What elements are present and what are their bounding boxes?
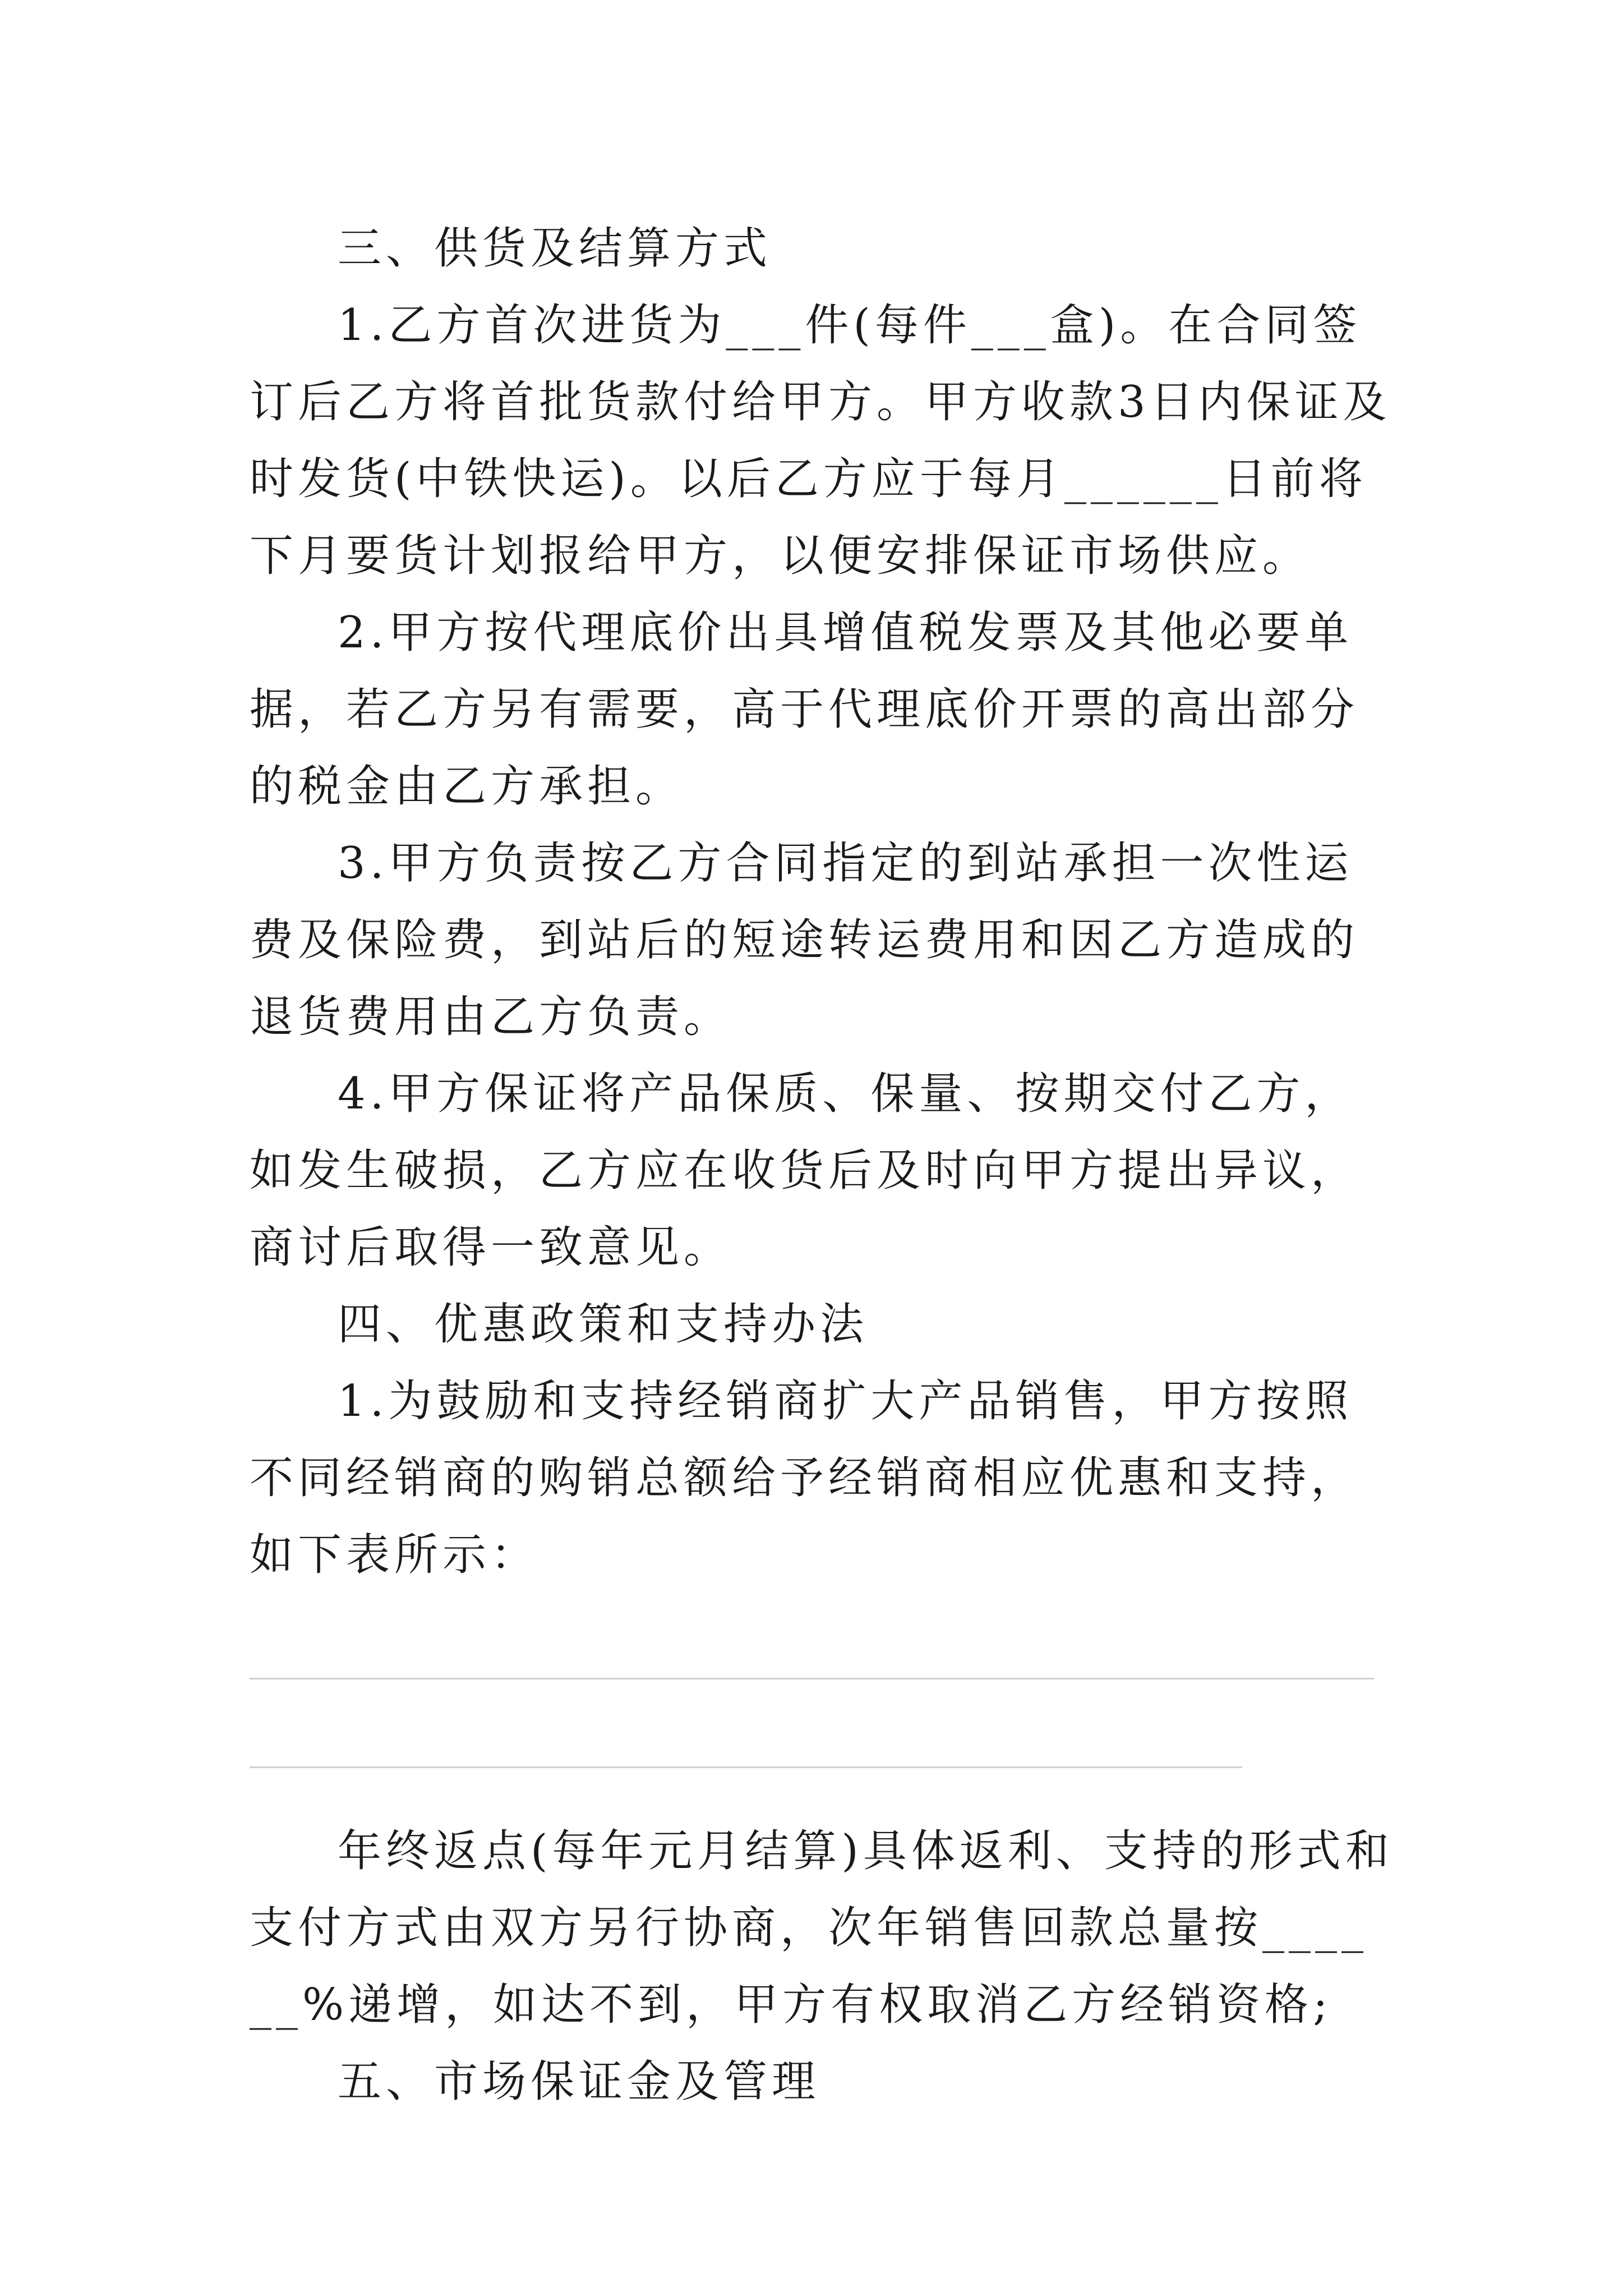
section-3-item-1: 1.乙方首次进货为___件(每件___盒)。在合同签订后乙方将首批货款付给甲方。甲方收款3日内保证及时发货(中铁快运)。以后乙方应于每月______日前将下月要货计划报给甲方，以便安排保证市场供应。 — [250, 300, 1391, 581]
section-3-item-4: 4.甲方保证将产品保质、保量、按期交付乙方，如发生破损，乙方应在收货后及时向甲方提出异议，商讨后取得一致意见。 — [250, 1069, 1359, 1273]
table-gap-after — [250, 1768, 1394, 1813]
section-3-heading: 三、供货及结算方式 — [338, 223, 772, 274]
document-page — [250, 210, 1394, 2120]
section-3-item-3: 3.甲方负责按乙方合同指定的到站承担一次性运费及保险费，到站后的短途转运费用和因乙方造成的退货费用由乙方负责。 — [250, 838, 1359, 1042]
section-5-heading: 五、市场保证金及管理 — [338, 2056, 820, 2107]
section-4-item-1: 1.为鼓励和支持经销商扩大产品销售，甲方按照不同经销商的购销总额给予经销商相应优惠和支持，如下表所示： — [250, 1376, 1359, 1580]
section-3-item-2: 2.甲方按代理底价出具增值税发票及其他必要单据，若乙方另有需要，高于代理底价开票的高出部分的税金由乙方承担。 — [250, 608, 1359, 812]
table-gap — [250, 1594, 1394, 1678]
section-4-rebate-paragraph: 年终返点(每年元月结算)具体返利、支持的形式和支付方式由双方另行协商，次年销售回款总量按______%递增，如达不到，甲方有权取消乙方经销资格; — [250, 1826, 1394, 2030]
section-4-heading: 四、优惠政策和支持办法 — [338, 1299, 869, 1350]
table-rule-top — [250, 1678, 1374, 1680]
